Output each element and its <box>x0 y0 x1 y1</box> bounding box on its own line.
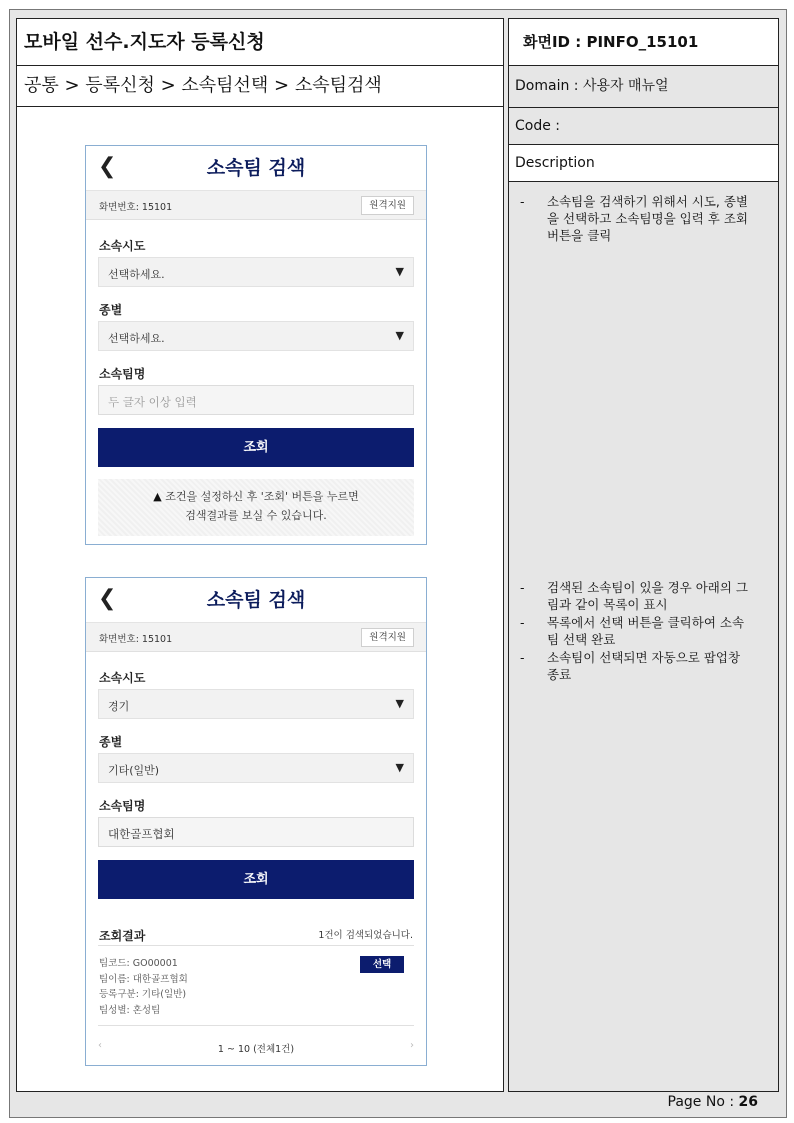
dropdown-arrow-icon: ▼ <box>395 761 404 774</box>
team-name-input[interactable] <box>98 817 414 847</box>
type-select-value: 선택하세요. <box>108 332 165 345</box>
screen-number: 화면번호: 15101 <box>99 634 173 645</box>
region-select-value: 경기 <box>108 700 130 713</box>
search-button[interactable]: 조회 <box>98 860 414 899</box>
domain-row: Domain : 사용자 매뉴얼 <box>509 66 778 108</box>
search-button[interactable]: 조회 <box>98 428 414 467</box>
screen-id: 화면ID : PINFO_15101 <box>509 19 778 66</box>
page-number-label: Page No : <box>667 1094 739 1110</box>
description-item: - 소속팀이 선택되면 자동으로 팝업창 종료 <box>520 650 741 682</box>
breadcrumb: 공통 > 등록신청 > 소속팀선택 > 소속팀검색 <box>17 66 503 107</box>
select-team-button[interactable]: 선택 <box>360 956 404 973</box>
type-select-value: 기타(일반) <box>108 764 160 777</box>
region-label: 소속시도 <box>99 239 146 253</box>
dropdown-arrow-icon: ▼ <box>395 697 404 710</box>
popup-header <box>86 578 426 623</box>
region-label: 소속시도 <box>99 671 146 685</box>
description-list-2 <box>509 579 778 684</box>
description-list-1 <box>509 193 778 245</box>
description-item: - 목록에서 선택 버튼을 클릭하여 소속팀 선택 완료 <box>520 615 745 647</box>
remote-support-button[interactable]: 원격지원 <box>361 196 414 215</box>
divider <box>98 1025 414 1026</box>
phone-screen-search-results <box>85 577 427 1066</box>
page-number-value: 26 <box>738 1094 758 1110</box>
next-page-icon[interactable]: › <box>410 1040 414 1051</box>
pagination <box>98 1038 414 1058</box>
region-select-value: 선택하세요. <box>108 268 165 281</box>
phone-screen-search-empty <box>85 145 427 545</box>
dropdown-arrow-icon: ▼ <box>395 265 404 278</box>
team-name-placeholder: 두 글자 이상 입력 <box>108 395 197 409</box>
team-name-value: 대한골프협회 <box>108 827 175 841</box>
description-header: Description <box>509 145 778 182</box>
region-select[interactable] <box>98 257 414 287</box>
description-item: - 검색된 소속팀이 있을 경우 아래의 그림과 같이 목록이 표시 <box>520 580 748 612</box>
type-select[interactable] <box>98 753 414 783</box>
type-select[interactable] <box>98 321 414 351</box>
popup-header <box>86 146 426 191</box>
result-count: 1건이 검색되었습니다. <box>318 930 413 941</box>
document-title: 모바일 선수.지도자 등록신청 <box>17 19 503 66</box>
notice-line-2: 검색결과를 보실 수 있습니다. <box>185 509 327 522</box>
prev-page-icon[interactable]: ‹ <box>98 1040 102 1051</box>
right-panel <box>508 18 779 1092</box>
back-chevron-icon[interactable]: ❮ <box>98 154 117 179</box>
result-list-item <box>99 956 188 1018</box>
team-name-label: 소속팀명 <box>99 367 146 381</box>
notice-line-1: 조건을 설정하신 후 '조회' 버튼을 누르면 <box>165 490 359 503</box>
popup-title: 소속팀 검색 <box>206 589 306 611</box>
registration-type: 등록구분: 기타(일반) <box>99 989 187 1000</box>
team-name-label: 소속팀명 <box>99 799 146 813</box>
team-name: 팀이름: 대한골프협회 <box>99 973 188 985</box>
remote-support-button[interactable]: 원격지원 <box>361 628 414 647</box>
screen-info-bar <box>86 191 426 220</box>
pagination-text: 1 ~ 10 (전체1건) <box>217 1044 295 1055</box>
team-code: 팀코드: GO00001 <box>99 958 178 969</box>
description-item: - 소속팀을 검색하기 위해서 시도, 종별을 선택하고 소속팀명을 입력 후 조회버튼을 클릭 <box>520 194 748 243</box>
divider <box>98 945 414 946</box>
search-notice <box>98 479 414 536</box>
code-row: Code : <box>509 108 778 145</box>
page-number <box>668 1094 758 1110</box>
screen-info-bar <box>86 623 426 652</box>
warning-icon: ▲ <box>153 490 162 503</box>
team-gender: 팀성별: 혼성팀 <box>99 1004 161 1016</box>
type-label: 종별 <box>99 735 123 749</box>
region-select[interactable] <box>98 689 414 719</box>
team-name-input[interactable] <box>98 385 414 415</box>
popup-title: 소속팀 검색 <box>206 157 306 179</box>
type-label: 종별 <box>99 303 123 317</box>
result-title: 조회결과 <box>99 929 146 943</box>
screen-number: 화면번호: 15101 <box>99 202 173 213</box>
dropdown-arrow-icon: ▼ <box>395 329 404 342</box>
back-chevron-icon[interactable]: ❮ <box>98 586 117 611</box>
